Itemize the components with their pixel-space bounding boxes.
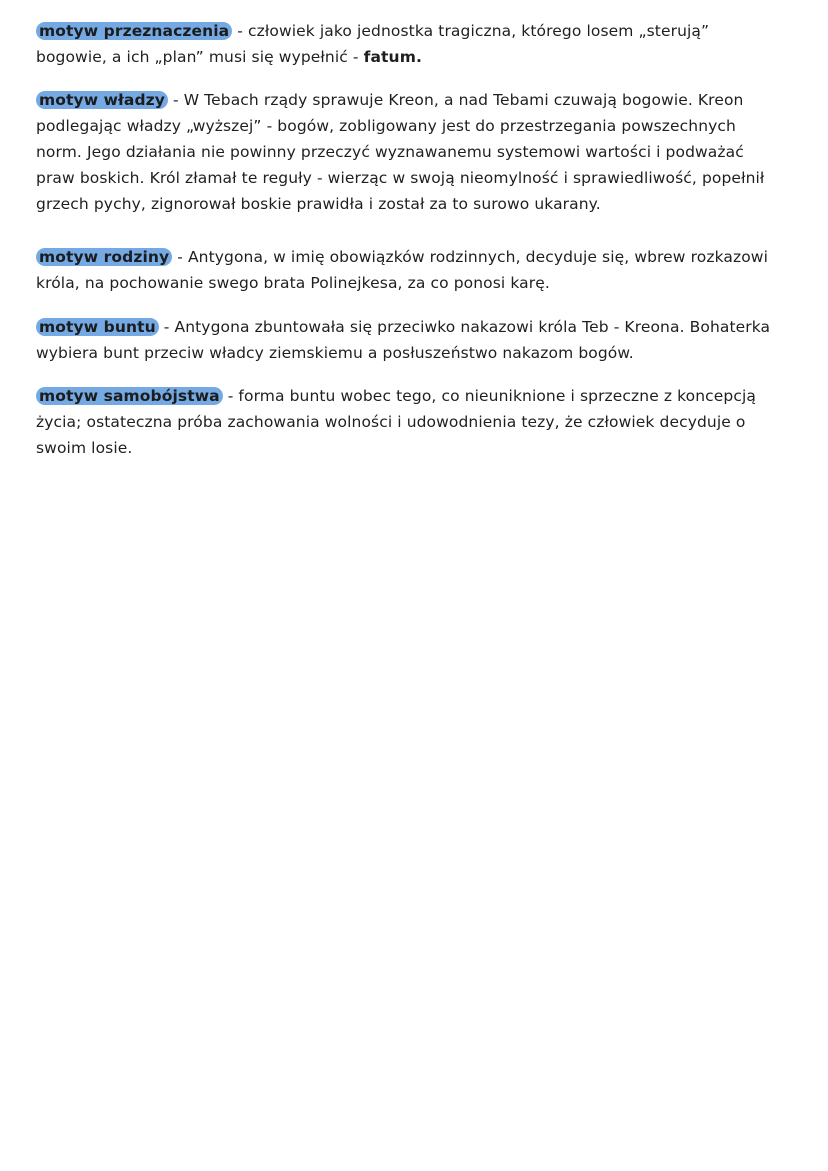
paragraph-text: - W Tebach rządy sprawuje Kreon, a nad Tebami czuwają bogowie. Kreon — [167, 91, 744, 109]
paragraph-line: wybiera bunt przeciw władcy ziemskiemu a posłuszeństwo nakazom bogów. — [36, 344, 634, 362]
paragraph-text: - człowiek jako jednostka tragiczna, którego losem „sterują” — [232, 22, 710, 40]
paragraph-text: - forma buntu wobec tego, co nieuniknione i sprzeczne z koncepcją — [222, 387, 756, 405]
paragraph-line: życia; ostateczna próba zachowania wolności i udowodnienia tezy, że człowiek decyduje o — [36, 413, 746, 431]
motif-family-paragraph — [36, 244, 792, 296]
paragraph-line — [36, 44, 792, 70]
paragraph-end-mark: . — [415, 48, 422, 66]
emphasis-word: fatum — [363, 48, 416, 66]
motif-destiny-paragraph — [36, 18, 792, 70]
paragraph-line: króla, na pochowanie swego brata Polinejkesa, za co ponosi karę. — [36, 274, 550, 292]
paragraph-line — [36, 383, 792, 409]
paragraph-line: norm. Jego działania nie powinny przeczyć wyznawanemu systemowi wartości i podważać — [36, 143, 744, 161]
paragraph-line — [36, 244, 792, 270]
paragraph-line: grzech pychy, zignorował boskie prawidła i został za to surowo ukarany. — [36, 195, 601, 213]
motif-suicide-paragraph — [36, 383, 792, 461]
motif-rebellion-paragraph — [36, 314, 792, 366]
paragraph-line — [36, 314, 792, 340]
motif-term-highlight: motyw buntu — [36, 318, 159, 336]
paragraph-text: - Antygona, w imię obowiązków rodzinnych, decyduje się, wbrew rozkazowi — [172, 248, 768, 266]
paragraph-text: bogowie, a ich „plan” musi się wypełnić - — [36, 48, 364, 66]
motif-term-highlight: motyw władzy — [36, 91, 168, 109]
motif-power-paragraph — [36, 87, 792, 217]
paragraph-line: praw boskich. Król złamał te reguły - wierząc w swoją nieomylność i sprawiedliwość, popełnił — [36, 169, 765, 187]
paragraph-text: - Antygona zbuntowała się przeciwko nakazowi króla Teb - Kreona. Bohaterka — [158, 318, 771, 336]
paragraph-line: podlegając władzy „wyższej” - bogów, zobligowany jest do przestrzegania powszechnych — [36, 117, 736, 135]
motif-term-highlight: motyw przeznaczenia — [36, 22, 232, 40]
paragraph-line: swoim losie. — [36, 439, 133, 457]
motif-term-highlight: motyw samobójstwa — [36, 387, 223, 405]
motif-term-highlight: motyw rodziny — [36, 248, 172, 266]
paragraph-line — [36, 18, 792, 44]
paragraph-line — [36, 87, 792, 113]
